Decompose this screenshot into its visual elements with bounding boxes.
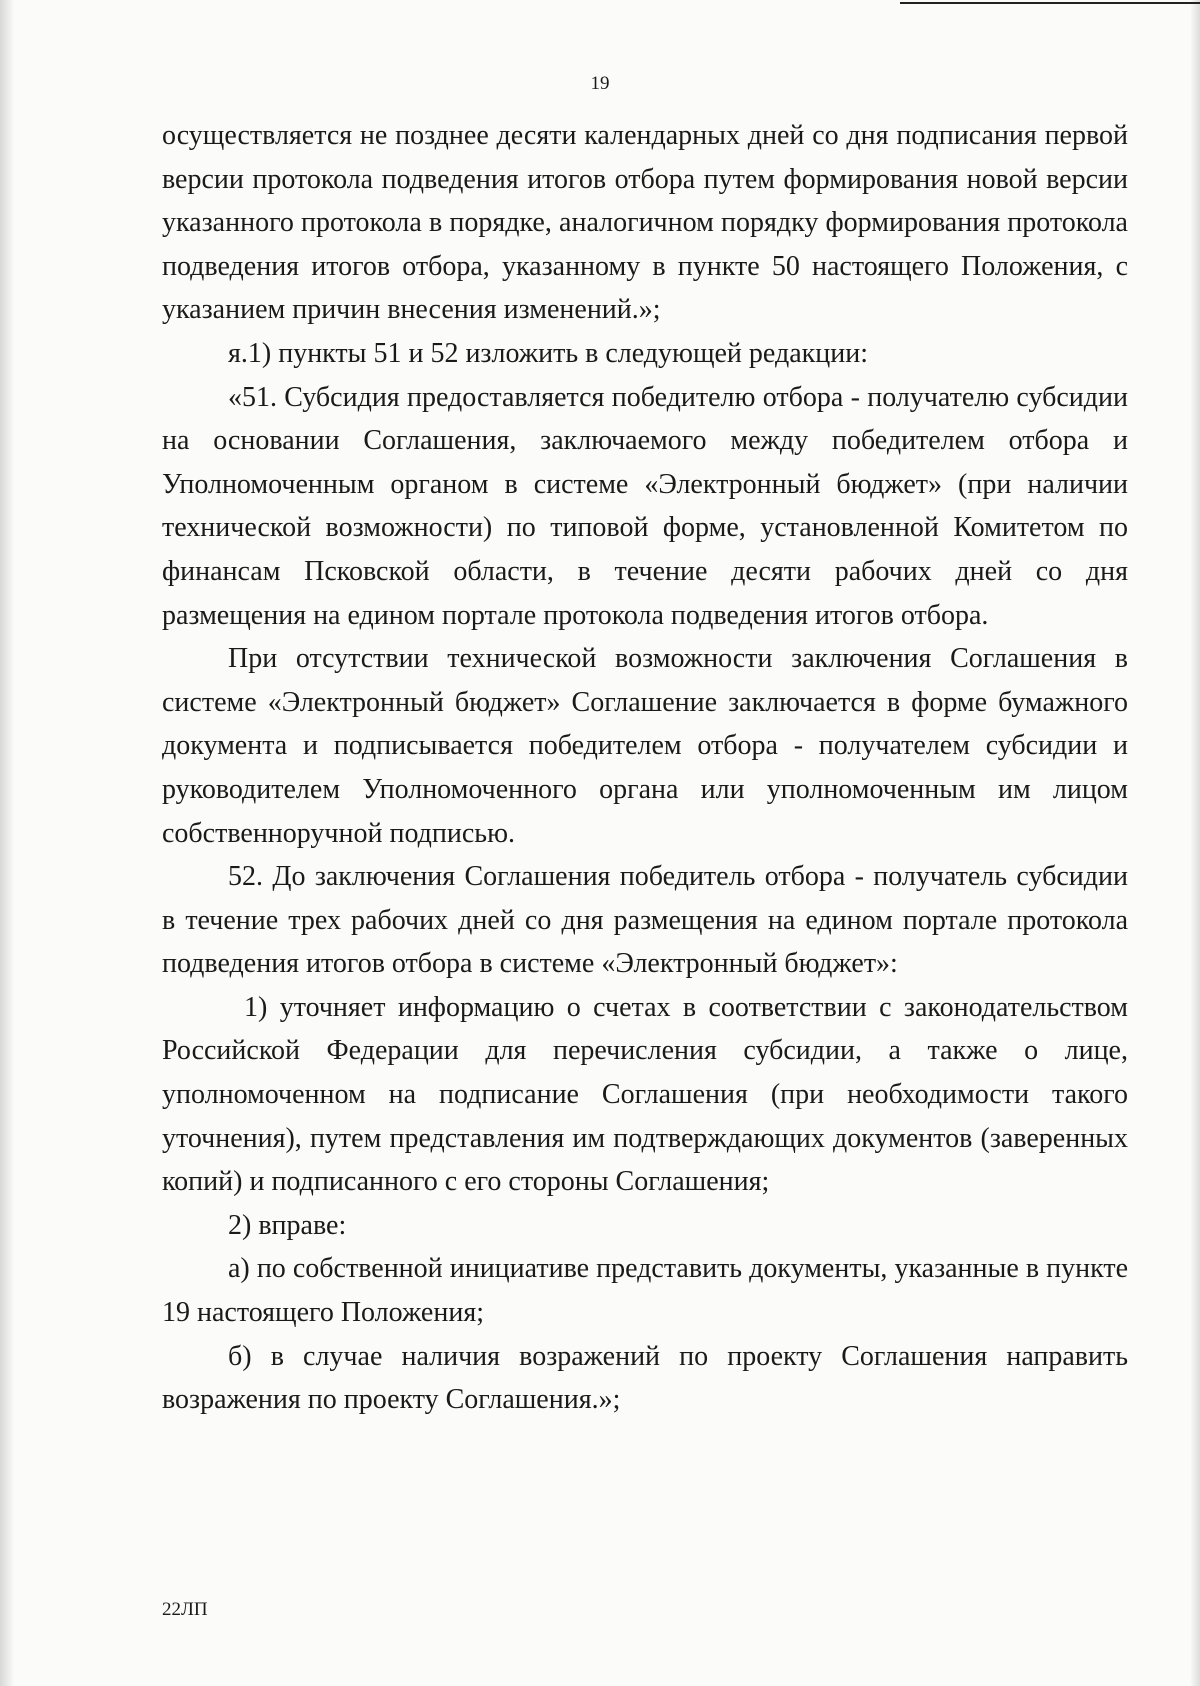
paragraph-subitem-1: 1) уточняет информацию о счетах в соответствии с законодательством Российской Федерации для перечисления субсидии, а также о лице, уполномоченном на подписание Соглашения (при необходимости такого уточнения), путем представления им подтверждающих документов (заверенных копий) и подписанного с его стороны Соглашения; [162,991,1128,1198]
paragraph-continuation: осуществляется не позднее десяти календарных дней со дня подписания первой версии протокола подведения итогов отбора путем формирования новой версии указанного протокола в порядке, аналогичном порядку формирования протокола подведения итогов отбора, указанному в пункте 50 настоящего Положения, с указанием причин внесения изменений.»; [162,120,1128,326]
page-number: 19 [590,73,610,94]
document-body [162,114,1128,1422]
footer-document-code: 22ЛП [162,1599,208,1620]
paragraph-subitem-2: 2) вправе: [228,1209,347,1241]
paragraph-amendment-ya1: я.1) пункты 51 и 52 изложить в следующей редакции: [228,337,868,369]
scan-line-top [900,2,1200,4]
paragraph-subitem-b: б) в случае наличия возражений по проекту Соглашения направить возражения по проекту Соглашения.»; [162,1340,1128,1416]
scan-edge-left [0,0,14,1686]
scan-edge-right [1190,0,1200,1686]
paragraph-point-51: «51. Субсидия предоставляется победителю отбора - получателю субсидии на основании Соглашения, заключаемого между победителем отбора и Уполномоченным органом в системе «Электронный бюджет» (при наличии технической возможности) по типовой форме, установленной Комитетом по финансам Псковской области, в течение десяти рабочих дней со дня размещения на едином портале протокола подведения итогов отбора. [162,381,1128,631]
paragraph-subitem-a: а) по собственной инициативе представить документы, указанные в пункте 19 настоящего Положения; [162,1253,1128,1329]
paragraph-point-52: 52. До заключения Соглашения победитель отбора - получатель субсидии в течение трех рабочих дней со дня размещения на едином портале протокола подведения итогов отбора в системе «Электронный бюджет»: [162,861,1128,980]
paragraph-no-technical-possibility: При отсутствии технической возможности заключения Соглашения в системе «Электронный бюджет» Соглашение заключается в форме бумажного документа и подписывается победителем отбора - получателем субсидии и руководителем Уполномоченного органа или уполномоченным им лицом собственноручной подписью. [162,643,1128,849]
